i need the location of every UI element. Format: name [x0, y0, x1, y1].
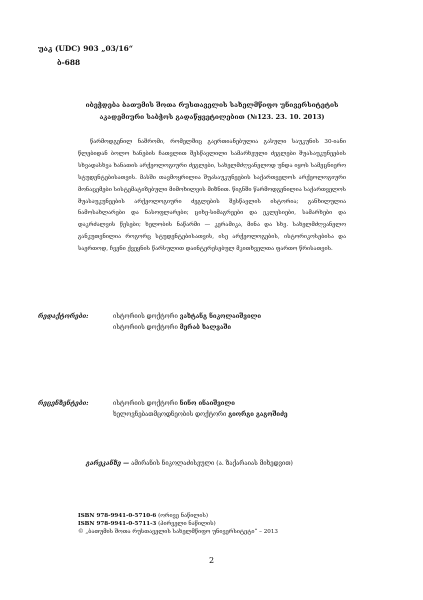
editor-name: ვახტანგ ნიკოლაიშვილი: [179, 313, 262, 320]
isbn-note: (ორივე ნაწილის): [158, 513, 209, 519]
editor-row: [38, 322, 261, 333]
isbn-line: [78, 512, 278, 520]
abstract-paragraph: წარმოდგენილ ნაშრომი, რომელშიც გაერთიანებულია გასული საუკუნის 30-იანი წლებიდან ბოლო ხანების ჩათვლით შესწავლილი სამარხეული ძეგლები შუასაუკუნეების სხვადასხვა ხანათის არქეოლოგიური ძეგლები, სახელმძღვანელოდ უნდა იყოს სამეცნიერო სტუდენტებისათვის. მასში თავმოყრილია შუასაუკუნეების საქართველოს არქეოლოგიური მონაცემები სისტემატიზებული მიმოხილვის მიზნით. წიგნში წარმოდგენილია საქართველოს შუასაუკუნეების არქეოლოგიური ძეგლების შესწავლის ისტორია; განხილულია ნამოსახლარები და ნასოფლარები; ციხე-სიმაგრეები და ეკლესიები, სამარხები და დაკრძალვის წესები; ხელობის ნაწარმი — კერამიკა, მინა და სხვ. სახელმძღვანელო განკუთვნილია როგორც სტუდენტებისათვის, ისე არქეოლოგების, ისტორიკოსებისა და საერთოდ, ჩვენი ქვეყნის წარსულით დაინტერესებულ მკითხველთა ფართო წრისათვის.: [78, 139, 346, 253]
publisher-line-1: იბეჭდება ბათუმის შოთა რუსთაველის სახელმწიფო უნივერსიტეტის: [85, 101, 339, 109]
isbn-note: (პირველი ნაწილის): [158, 521, 216, 527]
reviewer-name: გიორგი გაგოშიძე: [228, 411, 288, 418]
publisher-note: [78, 99, 346, 123]
copyright-line: © „ბათუმის შოთა რუსთაველის სახელმწიფო უნივერსიტეტი“ – 2013: [78, 529, 278, 535]
reviewer-title: ისტორიის დოქტორი: [113, 400, 178, 407]
editor-title: ისტორიის დოქტორი: [113, 313, 178, 320]
catalog-code: ბ-688: [57, 58, 81, 67]
cover-credit-text: ამირანის ნიკოლაძისეული (ა. ზაქარაიას მიხედვით): [131, 460, 293, 467]
udc-classification: უაკ (UDC) 903 „03/16“: [38, 44, 134, 53]
publisher-line-2: აკადემიური საბჭოს გადაწყვეტილებით (№123. 23. 10. 2013): [99, 113, 325, 121]
editors-block: [38, 311, 261, 333]
editor-row: [38, 311, 261, 322]
reviewers-label: რეცენზენტები:: [38, 400, 89, 407]
cover-credit: [86, 460, 293, 467]
editors-label: რედაქტორები:: [38, 313, 89, 320]
reviewer-row: [38, 398, 288, 409]
isbn-number: ISBN 978-9941-0-5710-6: [78, 513, 157, 519]
isbn-number: ISBN 978-9941-0-5711-3: [78, 521, 157, 527]
reviewers-block: [38, 398, 288, 420]
cover-credit-label: გარეკანზე —: [86, 460, 130, 467]
isbn-line: [78, 520, 278, 528]
isbn-block: [78, 512, 278, 536]
editor-name: მერაბ ხალვაში: [179, 324, 232, 331]
editor-title: ისტორიის დოქტორი: [113, 324, 178, 331]
page-number: 2: [208, 556, 215, 565]
reviewer-name: ნინო ინაიშვილი: [179, 400, 235, 407]
reviewer-row: [38, 409, 288, 420]
reviewer-title: ხელოვნებათმცოდნეობის დოქტორი: [113, 411, 227, 418]
